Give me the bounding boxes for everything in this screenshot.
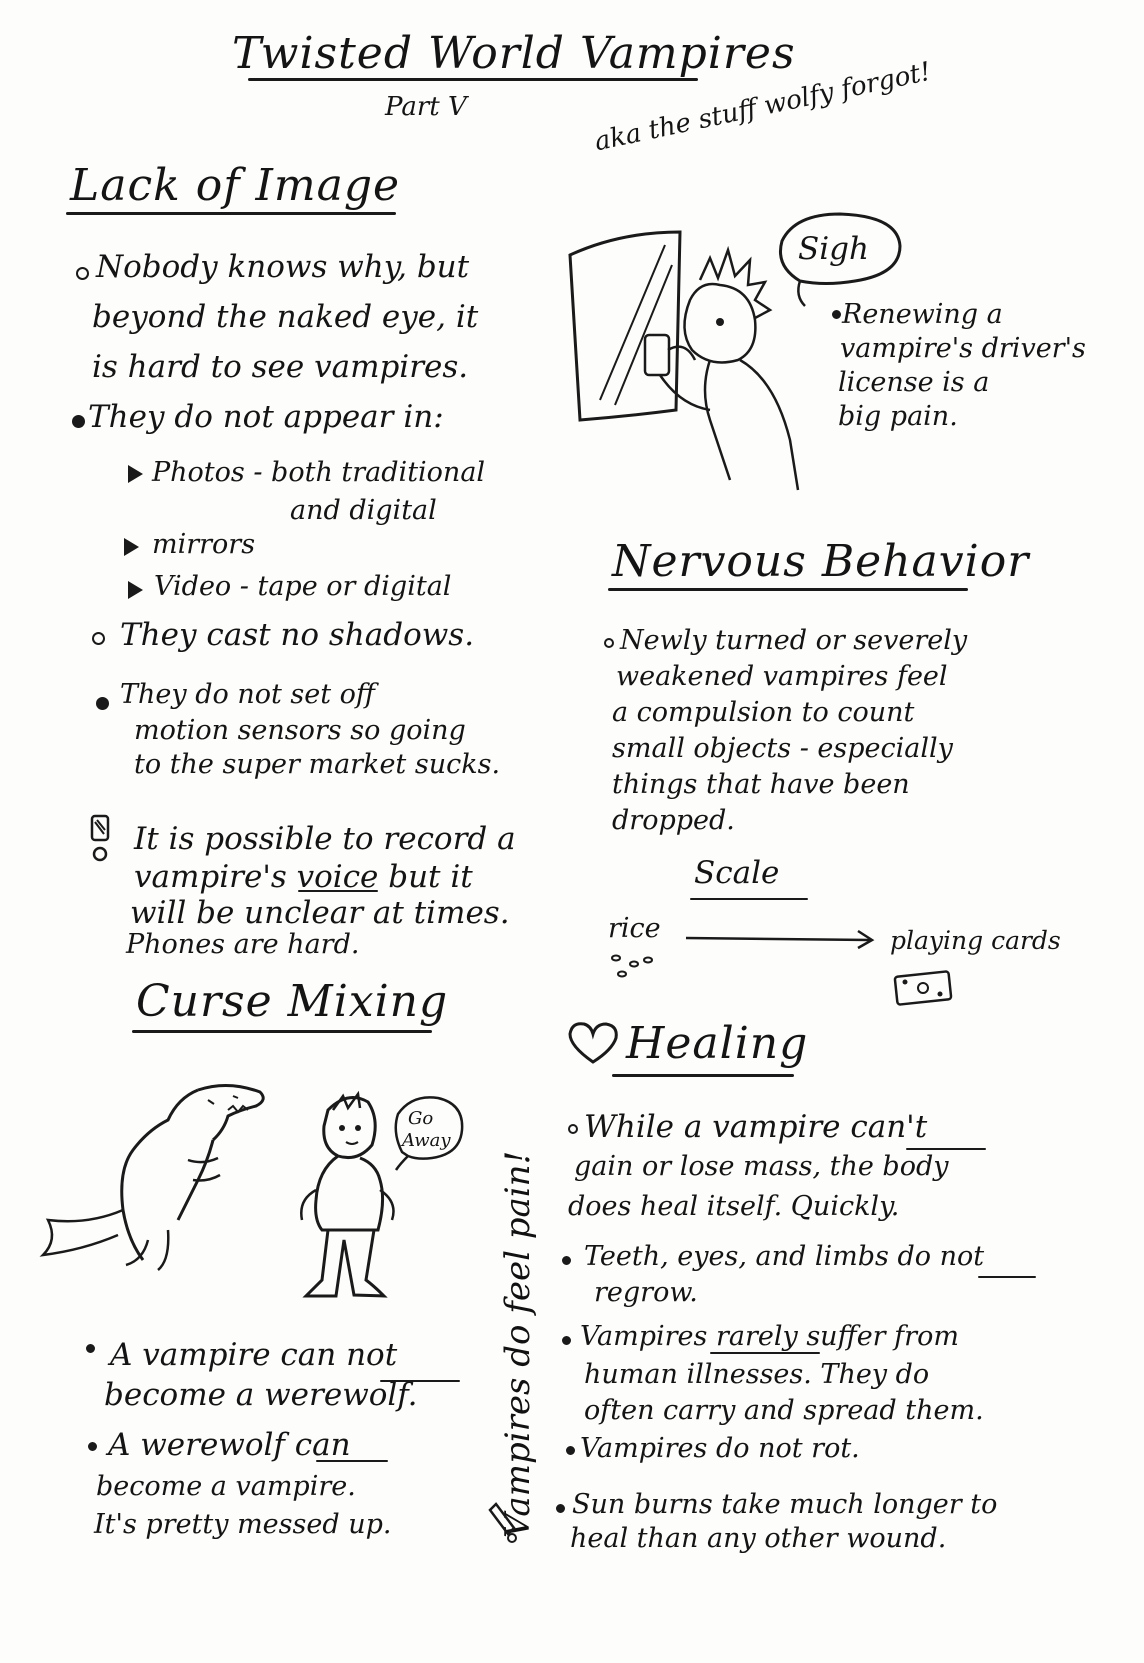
scale-left: rice — [608, 913, 661, 944]
voice-line: Phones are hard. — [126, 929, 360, 960]
sensors-line: motion sensors so going — [134, 715, 466, 746]
curse-item-line: It's pretty messed up. — [94, 1509, 392, 1540]
comic-caption: vampire's driver's — [840, 333, 1086, 364]
intro-line: is hard to see vampires. — [92, 349, 469, 385]
nervous-line: things that have been — [612, 769, 910, 800]
heading-nervous-behavior: Nervous Behavior — [612, 536, 1030, 587]
intro-line: Nobody knows why, but — [96, 249, 470, 285]
sensors-line: They do not set off — [120, 679, 376, 710]
rarely-underline — [710, 1352, 820, 1354]
heading-underline — [132, 1030, 432, 1033]
comic-caption: big pain. — [838, 401, 958, 432]
appear-item: mirrors — [152, 529, 256, 560]
bullet — [832, 310, 841, 319]
heading-lack-of-image: Lack of Image — [70, 160, 401, 211]
comic-caption: Renewing a — [842, 299, 1003, 330]
intro-line: beyond the naked eye, it — [92, 299, 479, 335]
heading-healing: Healing — [626, 1018, 809, 1069]
healing-line: does heal itself. Quickly. — [568, 1191, 900, 1222]
phone-icon — [88, 814, 122, 866]
triangle-bullet-icon — [124, 538, 139, 556]
shadows-text: They cast no shadows. — [120, 617, 475, 653]
healing-line: While a vampire can't — [584, 1109, 928, 1145]
scale-label: Scale — [694, 855, 780, 891]
pencil-icon — [486, 1498, 526, 1548]
can-underline — [316, 1460, 388, 1462]
heart-icon — [566, 1020, 620, 1066]
not-underline — [978, 1276, 1036, 1278]
title-underline — [248, 78, 698, 81]
page-title: Twisted World Vampires — [232, 28, 796, 79]
healing-line: gain or lose mass, the body — [574, 1151, 949, 1182]
bullet — [88, 1442, 97, 1451]
speech-go: Go — [408, 1108, 434, 1129]
bullet — [566, 1446, 575, 1455]
healing-line: often carry and spread them. — [584, 1395, 984, 1426]
bullet — [92, 632, 105, 645]
nervous-line: a compulsion to count — [612, 697, 915, 728]
voice-underline — [298, 890, 378, 892]
aka-note: aka the stuff wolfy forgot! — [592, 56, 934, 158]
healing-line: heal than any other wound. — [570, 1523, 947, 1554]
curse-item-line: A vampire can not — [110, 1337, 398, 1373]
curse-item-line: become a werewolf. — [104, 1377, 418, 1413]
bullet — [556, 1504, 565, 1513]
healing-line: human illnesses. They do — [584, 1359, 930, 1390]
healing-line: Vampires rarely suffer from — [580, 1321, 959, 1352]
voice-line: It is possible to record a — [134, 821, 516, 857]
bullet — [568, 1124, 578, 1134]
nervous-line: dropped. — [612, 805, 735, 836]
curse-item-line: become a vampire. — [96, 1471, 356, 1502]
appear-item: Video - tape or digital — [154, 571, 452, 602]
bullet — [72, 415, 85, 428]
arrow-right-icon — [680, 926, 880, 950]
nervous-line: Newly turned or severely — [620, 625, 968, 656]
speech-sigh: Sigh — [798, 231, 869, 267]
bullet — [96, 697, 109, 710]
rice-grains-icon — [608, 948, 664, 982]
bullet — [86, 1344, 95, 1353]
werewolf-drawing — [28, 1060, 278, 1290]
nervous-line: weakened vampires feel — [616, 661, 948, 692]
side-note-pain: Vampires do feel pain! — [498, 1150, 538, 1538]
triangle-bullet-icon — [128, 581, 143, 599]
heading-curse-mixing: Curse Mixing — [136, 976, 449, 1027]
comic-caption: license is a — [838, 367, 990, 398]
bullet — [562, 1256, 571, 1265]
sensors-line: to the super market sucks. — [134, 749, 501, 780]
triangle-bullet-icon — [128, 465, 143, 483]
appear-item: and digital — [290, 495, 437, 526]
appear-item: Photos - both traditional — [152, 457, 486, 488]
bullet — [562, 1336, 571, 1345]
bullet — [604, 638, 614, 648]
page-part: Part V — [385, 92, 467, 122]
nervous-line: small objects - especially — [612, 733, 953, 764]
curse-item-line: A werewolf can — [108, 1427, 351, 1463]
playing-card-icon — [892, 968, 958, 1008]
heading-underline — [612, 1074, 794, 1077]
voice-line: vampire's voice but it — [134, 859, 473, 895]
scale-underline — [690, 898, 808, 900]
healing-line: Sun burns take much longer to — [572, 1489, 998, 1520]
voice-line: will be unclear at times. — [130, 895, 510, 931]
healing-line: Vampires do not rot. — [580, 1433, 860, 1464]
speech-away: Away — [402, 1130, 451, 1151]
appear-label: They do not appear in: — [88, 399, 444, 435]
heading-underline — [608, 588, 968, 591]
healing-line: Teeth, eyes, and limbs do not — [584, 1241, 985, 1272]
healing-line: regrow. — [594, 1277, 698, 1308]
heading-underline — [66, 212, 396, 215]
scale-right: playing cards — [890, 926, 1061, 955]
bullet — [76, 267, 89, 280]
